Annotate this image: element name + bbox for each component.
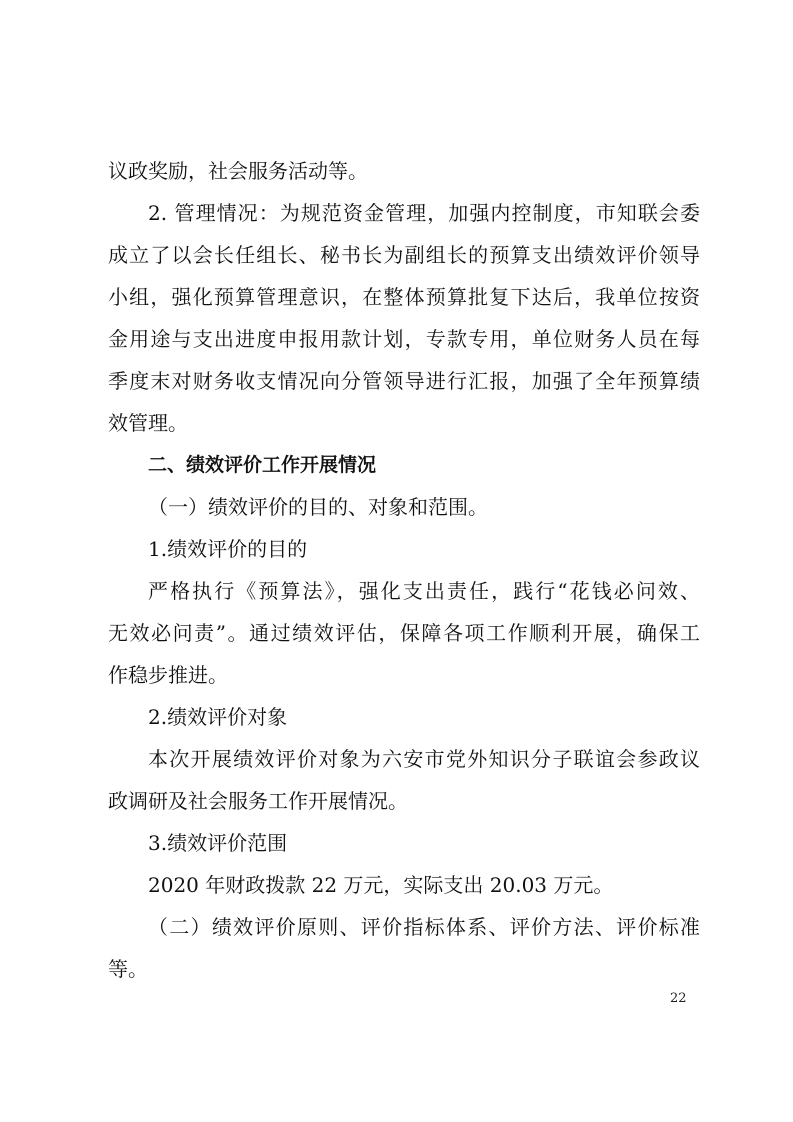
paragraph-line: 本次开展绩效评价对象为六安市党外知识分子联谊会参政议	[148, 747, 700, 771]
paragraph-line: 成立了以会长任组长、秘书长为副组长的预算支出绩效评价领导	[108, 243, 700, 267]
paragraph-line: 效管理。	[108, 411, 188, 435]
subsection-heading: （一）绩效评价的目的、对象和范围。	[148, 495, 488, 519]
item-heading: 2.绩效评价对象	[148, 705, 288, 729]
paragraph-line: 季度末对财务收支情况向分管领导进行汇报，加强了全年预算绩	[108, 369, 700, 393]
paragraph-line: 议政奖励，社会服务活动等。	[108, 159, 368, 183]
item-heading: 1.绩效评价的目的	[148, 537, 308, 561]
item-heading: 3.绩效评价范围	[148, 831, 288, 855]
paragraph-line: 2020 年财政拨款 22 万元，实际支出 20.03 万元。	[148, 873, 614, 897]
paragraph-line: 金用途与支出进度申报用款计划，专款专用，单位财务人员在每	[108, 327, 700, 351]
paragraph-line: 小组，强化预算管理意识，在整体预算批复下达后，我单位按资	[108, 285, 700, 309]
subsection-heading: （二）绩效评价原则、评价指标体系、评价方法、评价标准	[148, 915, 700, 939]
paragraph-line: 等。	[108, 957, 148, 981]
page-number: 22	[670, 991, 687, 1006]
section-heading: 二、绩效评价工作开展情况	[148, 454, 377, 476]
paragraph-line: 政调研及社会服务工作开展情况。	[108, 789, 408, 813]
paragraph-line: 作稳步推进。	[108, 663, 228, 687]
paragraph-line: 严格执行《预算法》，强化支出责任，践行“花钱必问效、	[148, 579, 700, 603]
paragraph-line: 2. 管理情况：为规范资金管理，加强内控制度，市知联会委	[148, 201, 700, 225]
paragraph-line: 无效必问责”。通过绩效评估，保障各项工作顺利开展，确保工	[108, 621, 700, 645]
